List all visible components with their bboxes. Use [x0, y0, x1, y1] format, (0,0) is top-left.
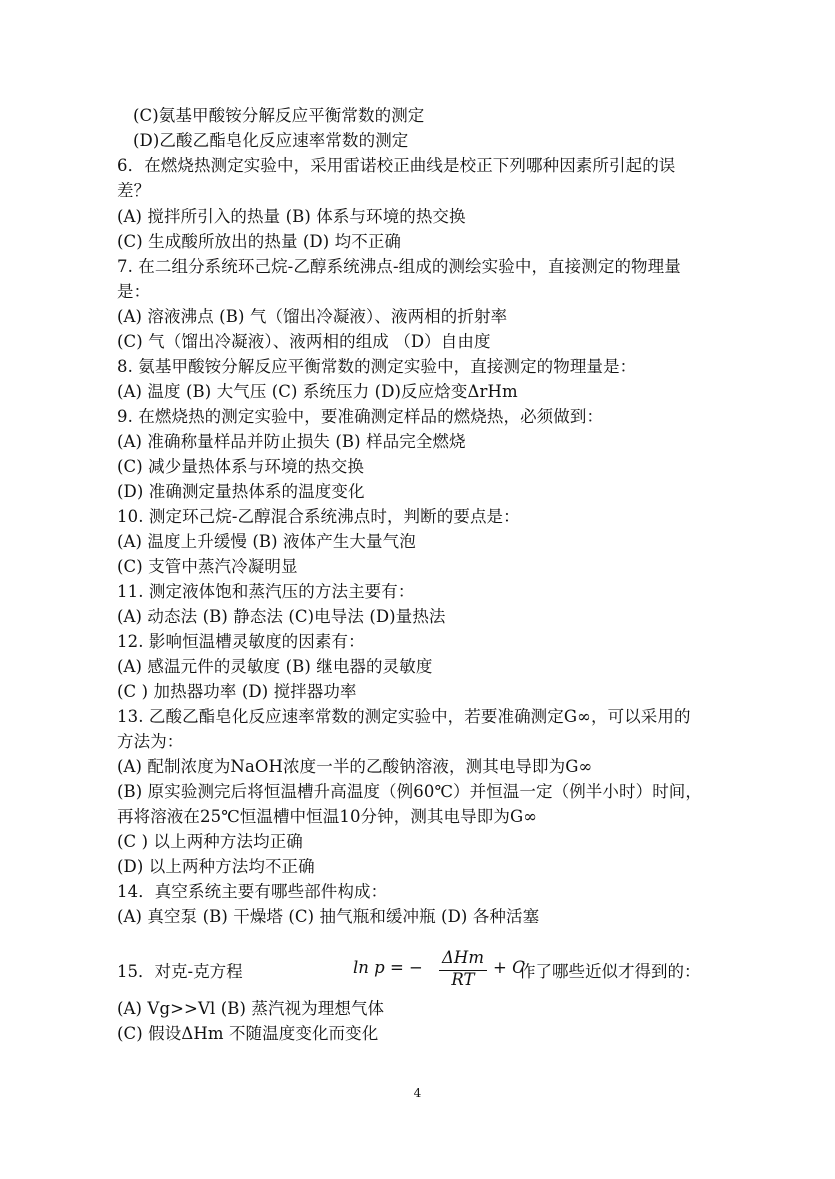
question-14: 14．真空系统主要有哪些部件构成：	[117, 882, 388, 901]
text-line: 差？	[117, 181, 151, 200]
question-15-suffix: 作了哪些近似才得到的：	[519, 962, 701, 981]
equation-numerator: ΔHm	[442, 948, 484, 967]
option-line: (D) 以上两种方法均不正确	[117, 857, 315, 876]
option-line: (C) 减少量热体系与环境的热交换	[117, 457, 364, 476]
question-12: 12. 影响恒温槽灵敏度的因素有：	[117, 632, 365, 651]
option-line: (A) 感温元件的灵敏度 (B) 继电器的灵敏度	[117, 657, 433, 676]
question-9: 9. 在燃烧热的测定实验中，要准确测定样品的燃烧热，必须做到：	[117, 407, 604, 426]
text-line: 是：	[117, 282, 151, 301]
option-line: (B) 原实验测完后将恒温槽升高温度（例60℃）并恒温一定（例半小时）时间，	[117, 782, 702, 801]
question-6: 6．在燃烧热测定实验中，采用雷诺校正曲线是校正下列哪种因素所引起的误	[117, 156, 676, 175]
equation-lhs: ln p = −	[353, 958, 423, 977]
text-line: (C)氨基甲酸铵分解反应平衡常数的测定	[133, 106, 425, 125]
option-line: (A) 真空泵 (B) 干燥塔 (C) 抽气瓶和缓冲瓶 (D) 各种活塞	[117, 907, 540, 926]
text-line: 再将溶液在25℃恒温槽中恒温10分钟，测其电导即为G∞	[117, 807, 538, 826]
option-line: (D) 准确测定量热体系的温度变化	[117, 482, 365, 501]
option-line: (A) 配制浓度为NaOH浓度一半的乙酸钠溶液，测其电导即为G∞	[117, 757, 593, 776]
option-line: (A) 动态法 (B) 静态法 (C)电导法 (D)量热法	[117, 607, 446, 626]
option-line: (A) 温度上升缓慢 (B) 液体产生大量气泡	[117, 532, 416, 551]
question-13: 13. 乙酸乙酯皂化反应速率常数的测定实验中，若要准确测定G∞，可以采用的	[117, 707, 691, 726]
option-line: (C ) 以上两种方法均正确	[117, 832, 303, 851]
option-line: (C ) 加热器功率 (D) 搅拌器功率	[117, 682, 357, 701]
question-15-prefix: 15．对克-克方程	[117, 962, 243, 981]
option-line: (C) 生成酸所放出的热量 (D) 均不正确	[117, 232, 402, 251]
option-line: (C) 假设ΔHm 不随温度变化而变化	[117, 1024, 379, 1043]
option-line: (A) 温度 (B) 大气压 (C) 系统压力 (D)反应焓变ΔrHm	[117, 382, 518, 401]
option-line: (A) 搅拌所引入的热量 (B) 体系与环境的热交换	[117, 207, 466, 226]
equation-rhs: + C	[493, 958, 525, 977]
question-8: 8. 氨基甲酸铵分解反应平衡常数的测定实验中，直接测定的物理量是：	[117, 357, 637, 376]
option-line: (C) 支管中蒸汽冷凝明显	[117, 557, 298, 576]
option-line: (A) Vg>>Vl (B) 蒸汽视为理想气体	[117, 999, 385, 1018]
equation-denominator: RT	[451, 970, 475, 989]
page-number: 4	[413, 1086, 422, 1100]
option-line: (A) 准确称量样品并防止损失 (B) 样品完全燃烧	[117, 432, 466, 451]
question-10: 10. 测定环己烷-乙醇混合系统沸点时，判断的要点是：	[117, 507, 520, 526]
text-line: (D)乙酸乙酯皂化反应速率常数的测定	[133, 131, 409, 150]
text-line: 方法为：	[117, 732, 184, 751]
question-11: 11. 测定液体饱和蒸汽压的方法主要有：	[117, 582, 415, 601]
option-line: (C) 气（馏出冷凝液）、液两相的组成 （D）自由度	[117, 332, 491, 351]
question-7: 7. 在二组分系统环己烷-乙醇系统沸点-组成的测绘实验中，直接测定的物理量	[117, 257, 681, 276]
option-line: (A) 溶液沸点 (B) 气（馏出冷凝液）、液两相的折射率	[117, 307, 508, 326]
